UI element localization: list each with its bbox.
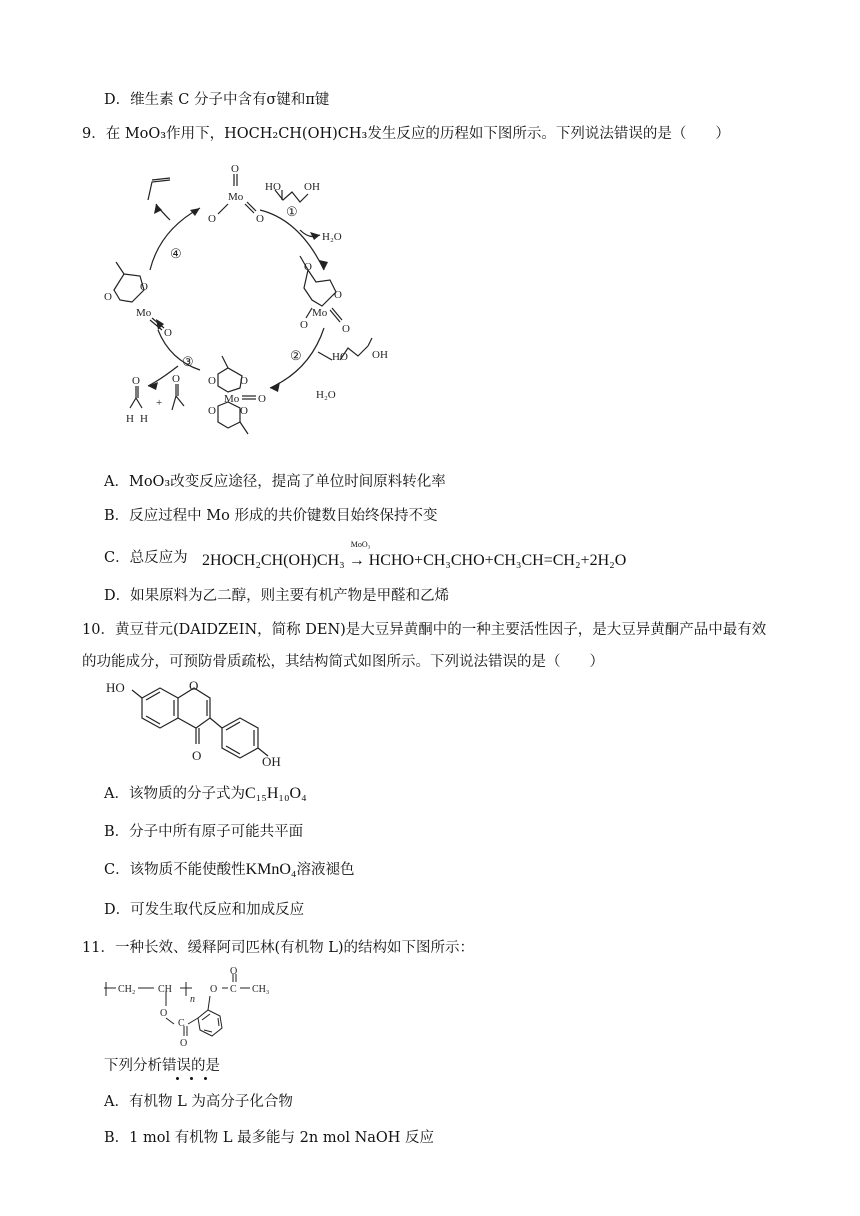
option-a-formula: C₁₅H₁₀O₄ [244,785,307,802]
q9-option-c [104,548,188,568]
o-label: O [208,405,216,417]
ho-label: HO [106,680,125,695]
c-label: C [178,1018,185,1029]
eq-catalyst: MoO₃ [350,540,371,549]
oh-label: OH [304,181,320,193]
o-label: O [132,375,140,387]
o-label: O [240,375,248,387]
q9-option-d: D．如果原料为乙二醇，则主要有机产物是甲醛和乙烯 [104,588,450,604]
q9-option-c-prefix: C．总反应为 [104,550,188,566]
h2o-label-1: H₂O [322,231,342,243]
eq-arrow-wrap [348,540,371,571]
q10-option-b: B．分子中所有原子可能共平面 [104,824,304,840]
option-c-prefix: C．该物质不能使酸性 [104,862,246,878]
q11-stem: 11．一种长效、缓释阿司匹林(有机物 L)的结构如下图所示： [82,940,475,956]
o-label: O [210,984,218,995]
eq-arrow: → [348,552,365,569]
step-3-label: ③ [182,354,194,369]
c-label: C [230,984,237,995]
step-4-label: ④ [170,246,182,261]
q10-stem-line2: 的功能成分，可预防骨质疏松，其结构简式如图所示。下列说法错误的是（ ） [82,654,604,670]
keto-o-label: O [192,748,202,763]
step-2-label: ② [290,348,302,363]
o-label: O [256,213,264,225]
ch-label: CH [158,984,172,995]
o-label: O [172,373,180,385]
o-label: O [300,319,308,331]
plus-label: + [156,397,163,409]
q9-reaction-cycle-figure [100,160,400,460]
option-a-prefix: A．该物质的分子式为 [104,786,245,802]
emphasis-dot [176,1077,179,1080]
o-label: O [230,966,238,977]
q9-option-b: B．反应过程中 Mo 形成的共价键数目始终保持不变 [104,508,438,524]
o-label: O [258,393,266,405]
q10-option-c [104,860,355,880]
oh-label-2: OH [372,349,388,361]
q11-option-b: B．1 mol 有机物 L 最多能与 2n mol NaOH 反应 [104,1130,435,1146]
mo-label-left: Mo [136,307,152,319]
o-label: O [164,327,172,339]
q10-option-d: D．可发生取代反应和加成反应 [104,902,305,918]
o-label: O [140,281,148,293]
ch3-label: CH₃ [252,984,270,995]
eq-left: 2HOCH₂CH(OH)CH₃ [202,552,345,569]
emphasis-dot [204,1077,207,1080]
o-label: O [104,291,112,303]
o-label: O [208,375,216,387]
h-label: H [140,413,148,425]
o-label: O [160,1008,168,1019]
eq-right: HCHO+CH₃CHO+CH₃CH=CH₂+2H₂O [368,552,627,569]
mo-label-right: Mo [312,307,328,319]
step-1-label: ① [286,204,298,219]
option-c-formula: KMnO₄ [245,861,297,878]
q10-stem-line1: 10．黄豆苷元(DAIDZEIN，简称 DEN)是大豆异黄酮中的一种主要活性因子，是大豆异黄酮产品中最有效 [82,622,767,638]
q10-option-a [104,784,307,804]
o-label: O [208,213,216,225]
h-label: H [126,413,134,425]
n-label: n [190,994,195,1005]
h2o-label-2: H₂O [316,389,336,401]
q9-option-c-equation [202,540,627,571]
option-c-suffix: 溶液褪色 [296,862,355,878]
ch2-label: CH₂ [118,984,136,995]
o-label: O [240,405,248,417]
emphasis-dot [190,1077,193,1080]
q11-option-a: A．有机物 L 为高分子化合物 [104,1094,293,1110]
ring-o-label: O [189,678,199,693]
q11-lead: 下列分析错误的是 [104,1058,220,1074]
q9-stem: 9．在 MoO₃作用下，HOCH₂CH(OH)CH₃发生反应的历程如下图所示。下列说法错误的是（ ） [82,126,730,142]
q8-option-d: D．维生素 C 分子中含有σ键和π键 [104,92,330,108]
q11-polymer-structure [100,966,290,1046]
o-label: O [231,163,239,175]
o-label: O [334,289,342,301]
q9-option-a: A．MoO₃改变反应途径，提高了单位时间原料转化率 [104,474,446,490]
o-label: O [304,261,312,273]
ho-label: HO [265,181,281,193]
oh-label: OH [262,754,281,766]
mo-label-bottom: Mo [224,393,240,405]
ho-label-2: HO [332,351,348,363]
q10-daidzein-structure [104,676,304,766]
mo-label-top: Mo [228,191,244,203]
o-label: O [180,1038,188,1046]
o-label: O [342,323,350,335]
